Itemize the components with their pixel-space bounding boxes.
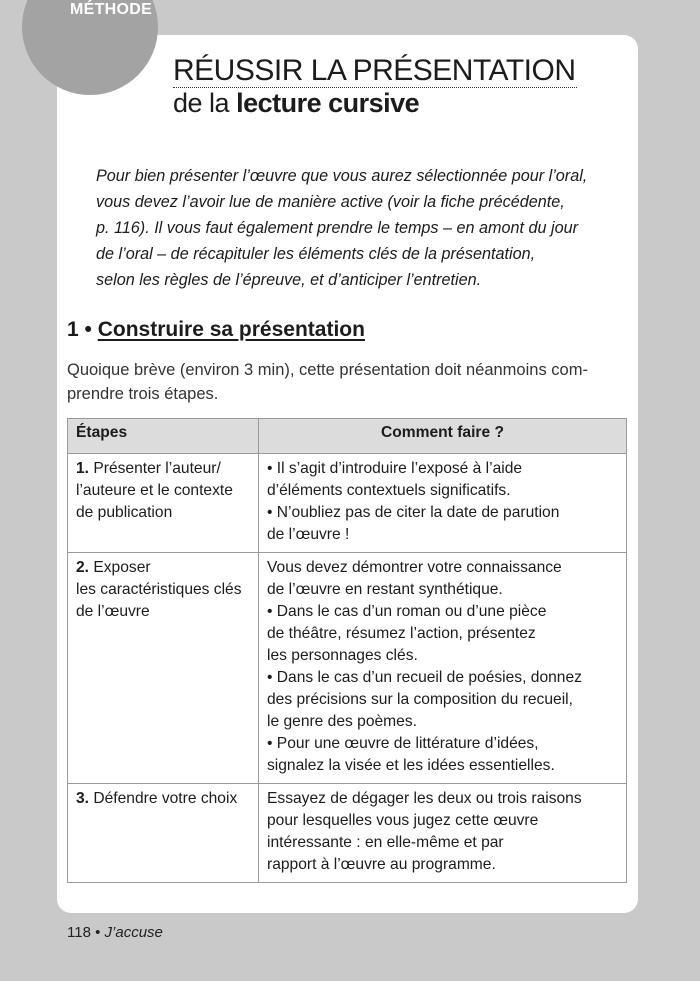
how-line: de l’œuvre en restant synthétique.: [267, 581, 503, 598]
section-number: 1 •: [67, 318, 92, 341]
table-row: [68, 553, 627, 784]
how-line: • N’oubliez pas de citer la date de parution: [267, 504, 560, 521]
step-number: 1.: [76, 460, 90, 477]
book-title: J’accuse: [104, 924, 163, 941]
intro-line: p. 116). Il vous faut également prendre le temps – en amont du jour: [96, 219, 579, 237]
steps-table: [67, 418, 627, 883]
intro-line: Pour bien présenter l’œuvre que vous aurez sélectionnée pour l’oral,: [96, 167, 588, 185]
page-number: 118: [67, 924, 91, 941]
method-badge-label: MÉTHODE: [70, 1, 153, 18]
step-text: Exposer: [93, 559, 151, 576]
subtitle-prefix: de la: [173, 88, 230, 118]
intro-line: selon les règles de l’épreuve, et d’anticiper l’entretien.: [96, 271, 482, 289]
how-line: signalez la visée et les idées essentielles.: [267, 757, 555, 774]
step-cell: [68, 454, 259, 553]
table-row: [68, 784, 627, 883]
step-text: l’auteure et le contexte: [76, 482, 233, 499]
section-title: Construire sa présentation: [97, 318, 365, 341]
step-text: les caractéristiques clés: [76, 581, 242, 598]
how-line: les personnages clés.: [267, 647, 418, 664]
step-text: Défendre votre choix: [93, 790, 238, 807]
how-line: • Il s’agit d’introduire l’exposé à l’aide: [267, 460, 523, 477]
page-footer: [67, 924, 163, 941]
how-cell: [259, 454, 627, 553]
how-line: • Dans le cas d’un roman ou d’une pièce: [267, 603, 547, 620]
subtitle-emphasis: lecture cursive: [236, 88, 420, 118]
how-cell: [259, 784, 627, 883]
header-steps: Étapes: [68, 419, 259, 454]
lead-line: Quoique brève (environ 3 min), cette présentation doit néanmoins com-: [67, 361, 588, 379]
footer-separator: •: [95, 924, 101, 941]
lead-line: prendre trois étapes.: [67, 385, 219, 403]
how-line: • Pour une œuvre de littérature d’idées,: [267, 735, 539, 752]
how-line: intéressante : en elle-même et par: [267, 834, 504, 851]
how-line: de l’œuvre !: [267, 526, 350, 543]
page-title: RÉUSSIR LA PRÉSENTATION: [173, 54, 576, 87]
how-line: d’éléments contextuels significatifs.: [267, 482, 511, 499]
page-subtitle: [173, 88, 419, 118]
section-heading: [67, 318, 365, 342]
intro-line: vous devez l’avoir lue de manière active (voir la fiche précédente,: [96, 193, 565, 211]
how-line: Vous devez démontrer votre connaissance: [267, 559, 562, 576]
section-lead: [67, 358, 627, 406]
how-line: Essayez de dégager les deux ou trois raisons: [267, 790, 582, 807]
how-line: rapport à l’œuvre au programme.: [267, 856, 496, 873]
how-cell: [259, 553, 627, 784]
step-number: 3.: [76, 790, 90, 807]
how-line: de théâtre, résumez l’action, présentez: [267, 625, 536, 642]
how-line: pour lesquelles vous jugez cette œuvre: [267, 812, 539, 829]
step-number: 2.: [76, 559, 90, 576]
intro-line: de l’oral – de récapituler les éléments clés de la présentation,: [96, 245, 536, 263]
step-cell: [68, 784, 259, 883]
header-how: Comment faire ?: [259, 419, 627, 454]
intro-paragraph: [96, 163, 616, 293]
step-text: de l’œuvre: [76, 603, 150, 620]
step-cell: [68, 553, 259, 784]
table-row: [68, 454, 627, 553]
how-line: des précisions sur la composition du recueil,: [267, 691, 573, 708]
table-header-row: [68, 419, 627, 454]
step-text: de publication: [76, 504, 173, 521]
step-text: Présenter l’auteur/: [93, 460, 221, 477]
how-line: • Dans le cas d’un recueil de poésies, donnez: [267, 669, 582, 686]
how-line: le genre des poèmes.: [267, 713, 417, 730]
